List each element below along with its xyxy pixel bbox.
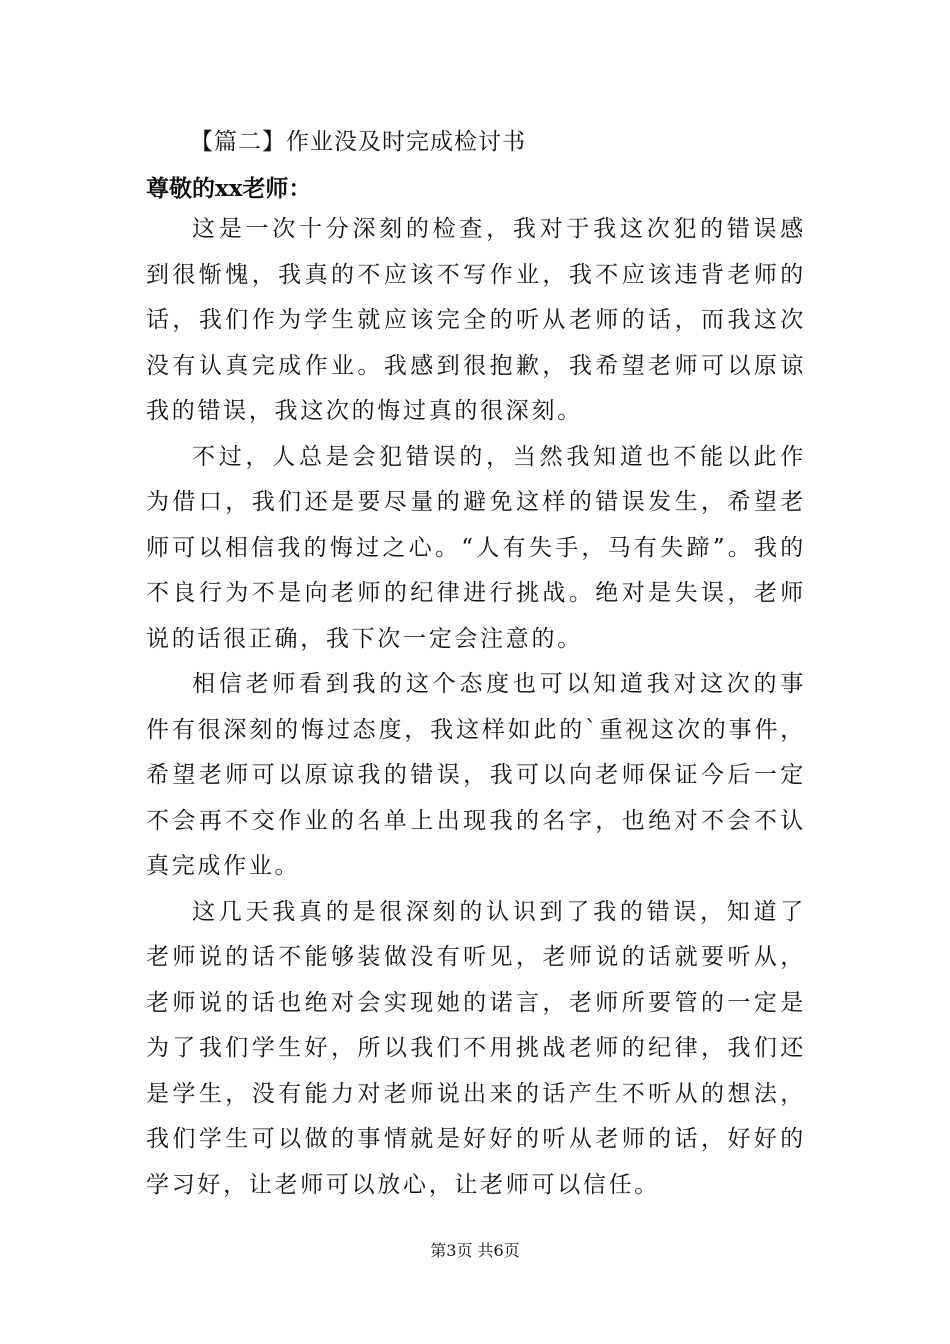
paragraph-1: 这是一次十分深刻的检查，我对于我这次犯的错误感到很惭愧，我真的不应该不写作业，我不应该违背老师的话，我们作为学生就应该完全的听从老师的话，而我这次没有认真完成作业。我感到很抱歉，我希望老师可以原谅我的错误，我这次的悔过真的很深刻。 (146, 216, 806, 424)
document-title: 【篇二】作业没及时完成检讨书 (190, 129, 526, 155)
page-number-footer: 第3页 共6页 (430, 1241, 520, 1260)
paragraph-2: 不过，人总是会犯错误的，当然我知道也不能以此作为借口，我们还是要尽量的避免这样的错误发生，希望老师可以相信我的悔过之心。“人有失手，马有失蹄”。我的不良行为不是向老师的纪律进行挑战。绝对是失误，老师说的话很正确，我下次一定会注意的。 (146, 443, 806, 652)
salutation: 尊敬的xx老师： (146, 175, 312, 202)
paragraph-4: 这几天我真的是很深刻的认识到了我的错误，知道了老师说的话不能够装做没有听见，老师说的话就要听从，老师说的话也绝对会实现她的诺言，老师所要管的一定是为了我们学生好，所以我们不用挑战老师的纪律，我们还是学生，没有能力对老师说出来的话产生不听从的想法，我们学生可以做的事情就是好好的听从老师的话，好好的学习好，让老师可以放心，让老师可以信任。 (146, 898, 806, 1198)
document-body (146, 207, 806, 1208)
paragraph-3: 相信老师看到我的这个态度也可以知道我对这次的事件有很深刻的悔过态度，我这样如此的`重视这次的事件，希望老师可以原谅我的错误，我可以向老师保证今后一定不会再不交作业的名单上出现我的名字，也绝对不会不认真完成作业。 (146, 671, 806, 879)
